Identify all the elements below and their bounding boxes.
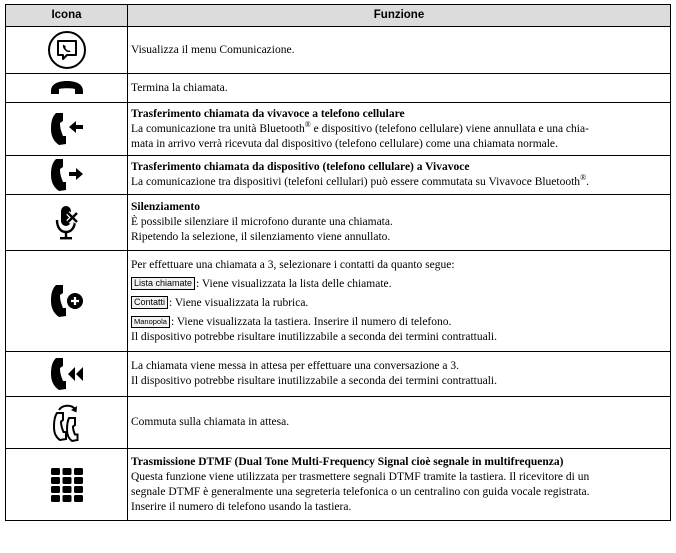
row-title: Trasferimento chiamata da vivavoce a telefono cellulare [131, 107, 405, 120]
row-text: mata in arrivo verrà ricevuta dal dispositivo (telefono cellulare) come una chiamata normale. [131, 137, 558, 150]
row-text: Ripetendo la selezione, il silenziamento viene annullato. [131, 231, 391, 243]
row-text: Commuta sulla chiamata in attesa. [131, 416, 290, 428]
table-row [6, 27, 671, 74]
header-icon: Icona [6, 5, 128, 27]
transfer-to-handsfree-icon [50, 157, 84, 193]
row-text: segnale DTMF è generalmente una segreteria telefonica o un centralino con guida vocale registrata. [131, 485, 590, 498]
row-text: Visualizza il menu Comunicazione. [131, 43, 295, 56]
manopola-button[interactable]: Manopola [131, 316, 170, 328]
table-row [6, 74, 671, 103]
table-row [6, 103, 671, 156]
row-text: Il dispositivo potrebbe risultare inutilizzabile a seconda dei termini contrattuali. [131, 375, 497, 387]
add-call-icon [50, 282, 84, 320]
table-row [6, 449, 671, 521]
header-function: Funzione [128, 5, 671, 27]
hang-up-icon [50, 80, 84, 96]
row-title: Silenziamento [131, 201, 200, 213]
table-row [6, 195, 671, 251]
function-table [5, 4, 671, 521]
row-text: Il dispositivo potrebbe risultare inutilizzabile a seconda dei termini contrattuali. [131, 330, 497, 343]
table-row [6, 251, 671, 352]
contatti-button[interactable]: Contatti [131, 296, 168, 309]
row-text: La chiamata viene messa in attesa per effettuare una conversazione a 3. [131, 360, 460, 372]
row-text: È possibile silenziare il microfono durante una chiamata. [131, 216, 393, 228]
row-text: Termina la chiamata. [131, 81, 228, 94]
row-text: Inserire il numero di telefono usando la tastiera. [131, 500, 352, 513]
phone-menu-icon [47, 30, 87, 70]
row-title: Trasmissione DTMF (Dual Tone Multi-Frequency Signal cioè segnale in multifrequenza) [131, 455, 564, 468]
table-row [6, 397, 671, 449]
table-row [6, 352, 671, 397]
option-line: Lista chiamate : Viene visualizzata la lista delle chiamate. [131, 277, 666, 292]
keypad-icon [50, 467, 84, 503]
hold-call-icon [50, 356, 84, 392]
table-row [6, 156, 671, 195]
option-line: Contatti : Viene visualizzata la rubrica. [131, 296, 666, 311]
row-text: Questa funzione viene utilizzata per trasmettere segnali DTMF tramite la tastiera. Il ricevitore di un [131, 470, 590, 483]
row-text: La comunicazione tra unità Bluetooth® e dispositivo (telefono cellulare) viene annullata e una chia- [131, 119, 589, 135]
mute-microphone-icon [55, 204, 79, 242]
swap-call-icon [52, 403, 82, 443]
row-text: La comunicazione tra dispositivi (telefoni cellulari) può essere commutata su Vivavoce Bluetooth®. [131, 173, 590, 188]
row-title: Trasferimento chiamata da dispositivo (telefono cellulare) a Vivavoce [131, 161, 470, 173]
lista-chiamate-button[interactable]: Lista chiamate [131, 277, 195, 290]
option-line: Manopola : Viene visualizzata la tastiera. Inserire il numero di telefono. [131, 315, 666, 330]
table-header-row [6, 5, 671, 27]
transfer-to-phone-icon [50, 110, 84, 148]
row-text: Per effettuare una chiamata a 3, selezionare i contatti da quanto segue: [131, 258, 455, 271]
